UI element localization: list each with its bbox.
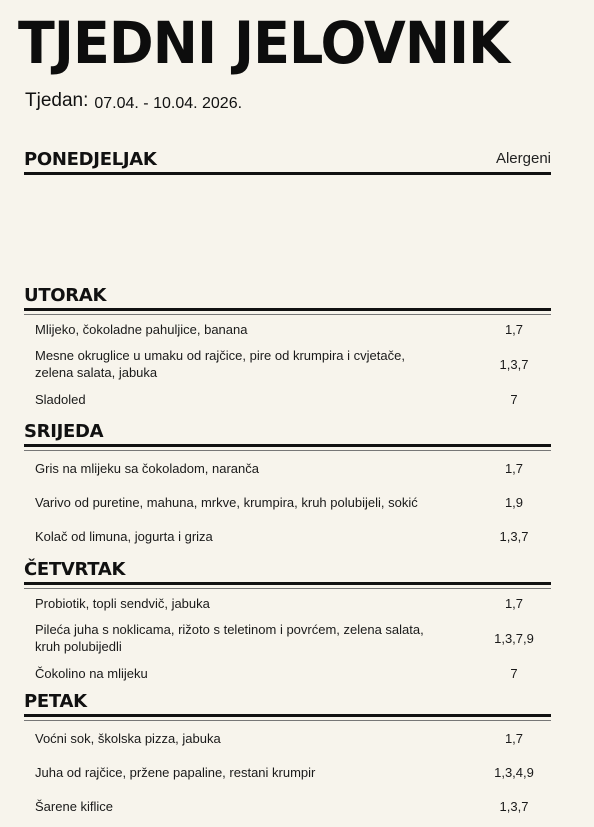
menu-item-text: Gris na mlijeku sa čokoladom, naranča: [35, 460, 259, 476]
menu-item: [24, 343, 551, 385]
menu-item: [24, 485, 551, 519]
menu-item-allergens: 1,3,7: [499, 798, 529, 814]
day-name: PONEDJELJAK: [24, 149, 157, 170]
menu-item-allergens: 1,7: [504, 321, 524, 337]
menu-item-allergens: 1,7: [504, 730, 524, 746]
menu-item-allergens: 7: [510, 665, 518, 681]
menu-item-text: Pileća juha s noklicama, rižoto s teletinom i povrćem, zelena salata, kruh polubijedli: [35, 622, 424, 654]
menu-item-allergens: 1,9: [504, 494, 524, 510]
menu-item-text: Juha od rajčice, pržene papaline, restani krumpir: [35, 764, 316, 780]
menu-item-allergens: 7: [510, 391, 518, 407]
menu-item-text: Sladoled: [35, 391, 86, 407]
menu-item: [24, 755, 551, 789]
menu-item: [24, 315, 551, 343]
menu-item-allergens: 1,3,7: [499, 528, 529, 544]
menu-item: [24, 385, 551, 413]
day-name: ČETVRTAK: [24, 559, 126, 580]
menu-item-allergens: 1,3,7: [499, 356, 529, 372]
menu-list: [24, 588, 551, 687]
menu-item: [24, 589, 551, 617]
menu-item-text: Šarene kiflice: [35, 798, 114, 814]
page-title: TJEDNI JELOVNIK: [18, 9, 510, 77]
day-thursday: [24, 558, 551, 687]
day-header: [24, 690, 551, 717]
day-tuesday: [24, 284, 551, 413]
menu-item-text: Čokolino na mlijeku: [35, 665, 148, 681]
menu-item: [24, 721, 551, 755]
menu-list: [24, 314, 551, 413]
menu-item-allergens: 1,3,4,9: [494, 764, 534, 780]
day-name: SRIJEDA: [24, 421, 104, 442]
day-header: [24, 284, 551, 311]
day-header: [24, 420, 551, 447]
menu-list: [24, 450, 551, 553]
menu-item-allergens: 1,7: [504, 460, 524, 476]
day-monday: [24, 148, 551, 175]
menu-item: [24, 451, 551, 485]
day-name: PETAK: [24, 691, 87, 712]
menu-item: [24, 519, 551, 553]
menu-list: [24, 720, 551, 823]
allergens-column-header: Alergeni: [495, 150, 551, 167]
day-header: [24, 558, 551, 585]
day-name: UTORAK: [24, 285, 107, 306]
menu-item: [24, 659, 551, 687]
menu-item-text: Probiotik, topli sendvič, jabuka: [35, 595, 210, 611]
menu-item-allergens: 1,3,7,9: [494, 630, 534, 646]
day-friday: [24, 690, 551, 823]
menu-item-text: Mlijeko, čokoladne pahuljice, banana: [35, 321, 248, 337]
menu-item-text: Mesne okruglice u umaku od rajčice, pire od krumpira i cvjetače, zelena salata, jabuka: [35, 348, 405, 380]
day-header: [24, 148, 551, 175]
week-info: [25, 90, 242, 112]
week-range: 07.04. - 10.04. 2026.: [94, 95, 243, 112]
menu-item: [24, 789, 551, 823]
menu-item-text: Voćni sok, školska pizza, jabuka: [35, 730, 221, 746]
day-wednesday: [24, 420, 551, 553]
week-label: Tjedan:: [25, 90, 89, 111]
menu-item-text: Varivo od puretine, mahuna, mrkve, krumpira, kruh polubijeli, sokić: [35, 494, 418, 510]
menu-item-text: Kolač od limuna, jogurta i griza: [35, 528, 213, 544]
menu-item: [24, 617, 551, 659]
menu-item-allergens: 1,7: [504, 595, 524, 611]
